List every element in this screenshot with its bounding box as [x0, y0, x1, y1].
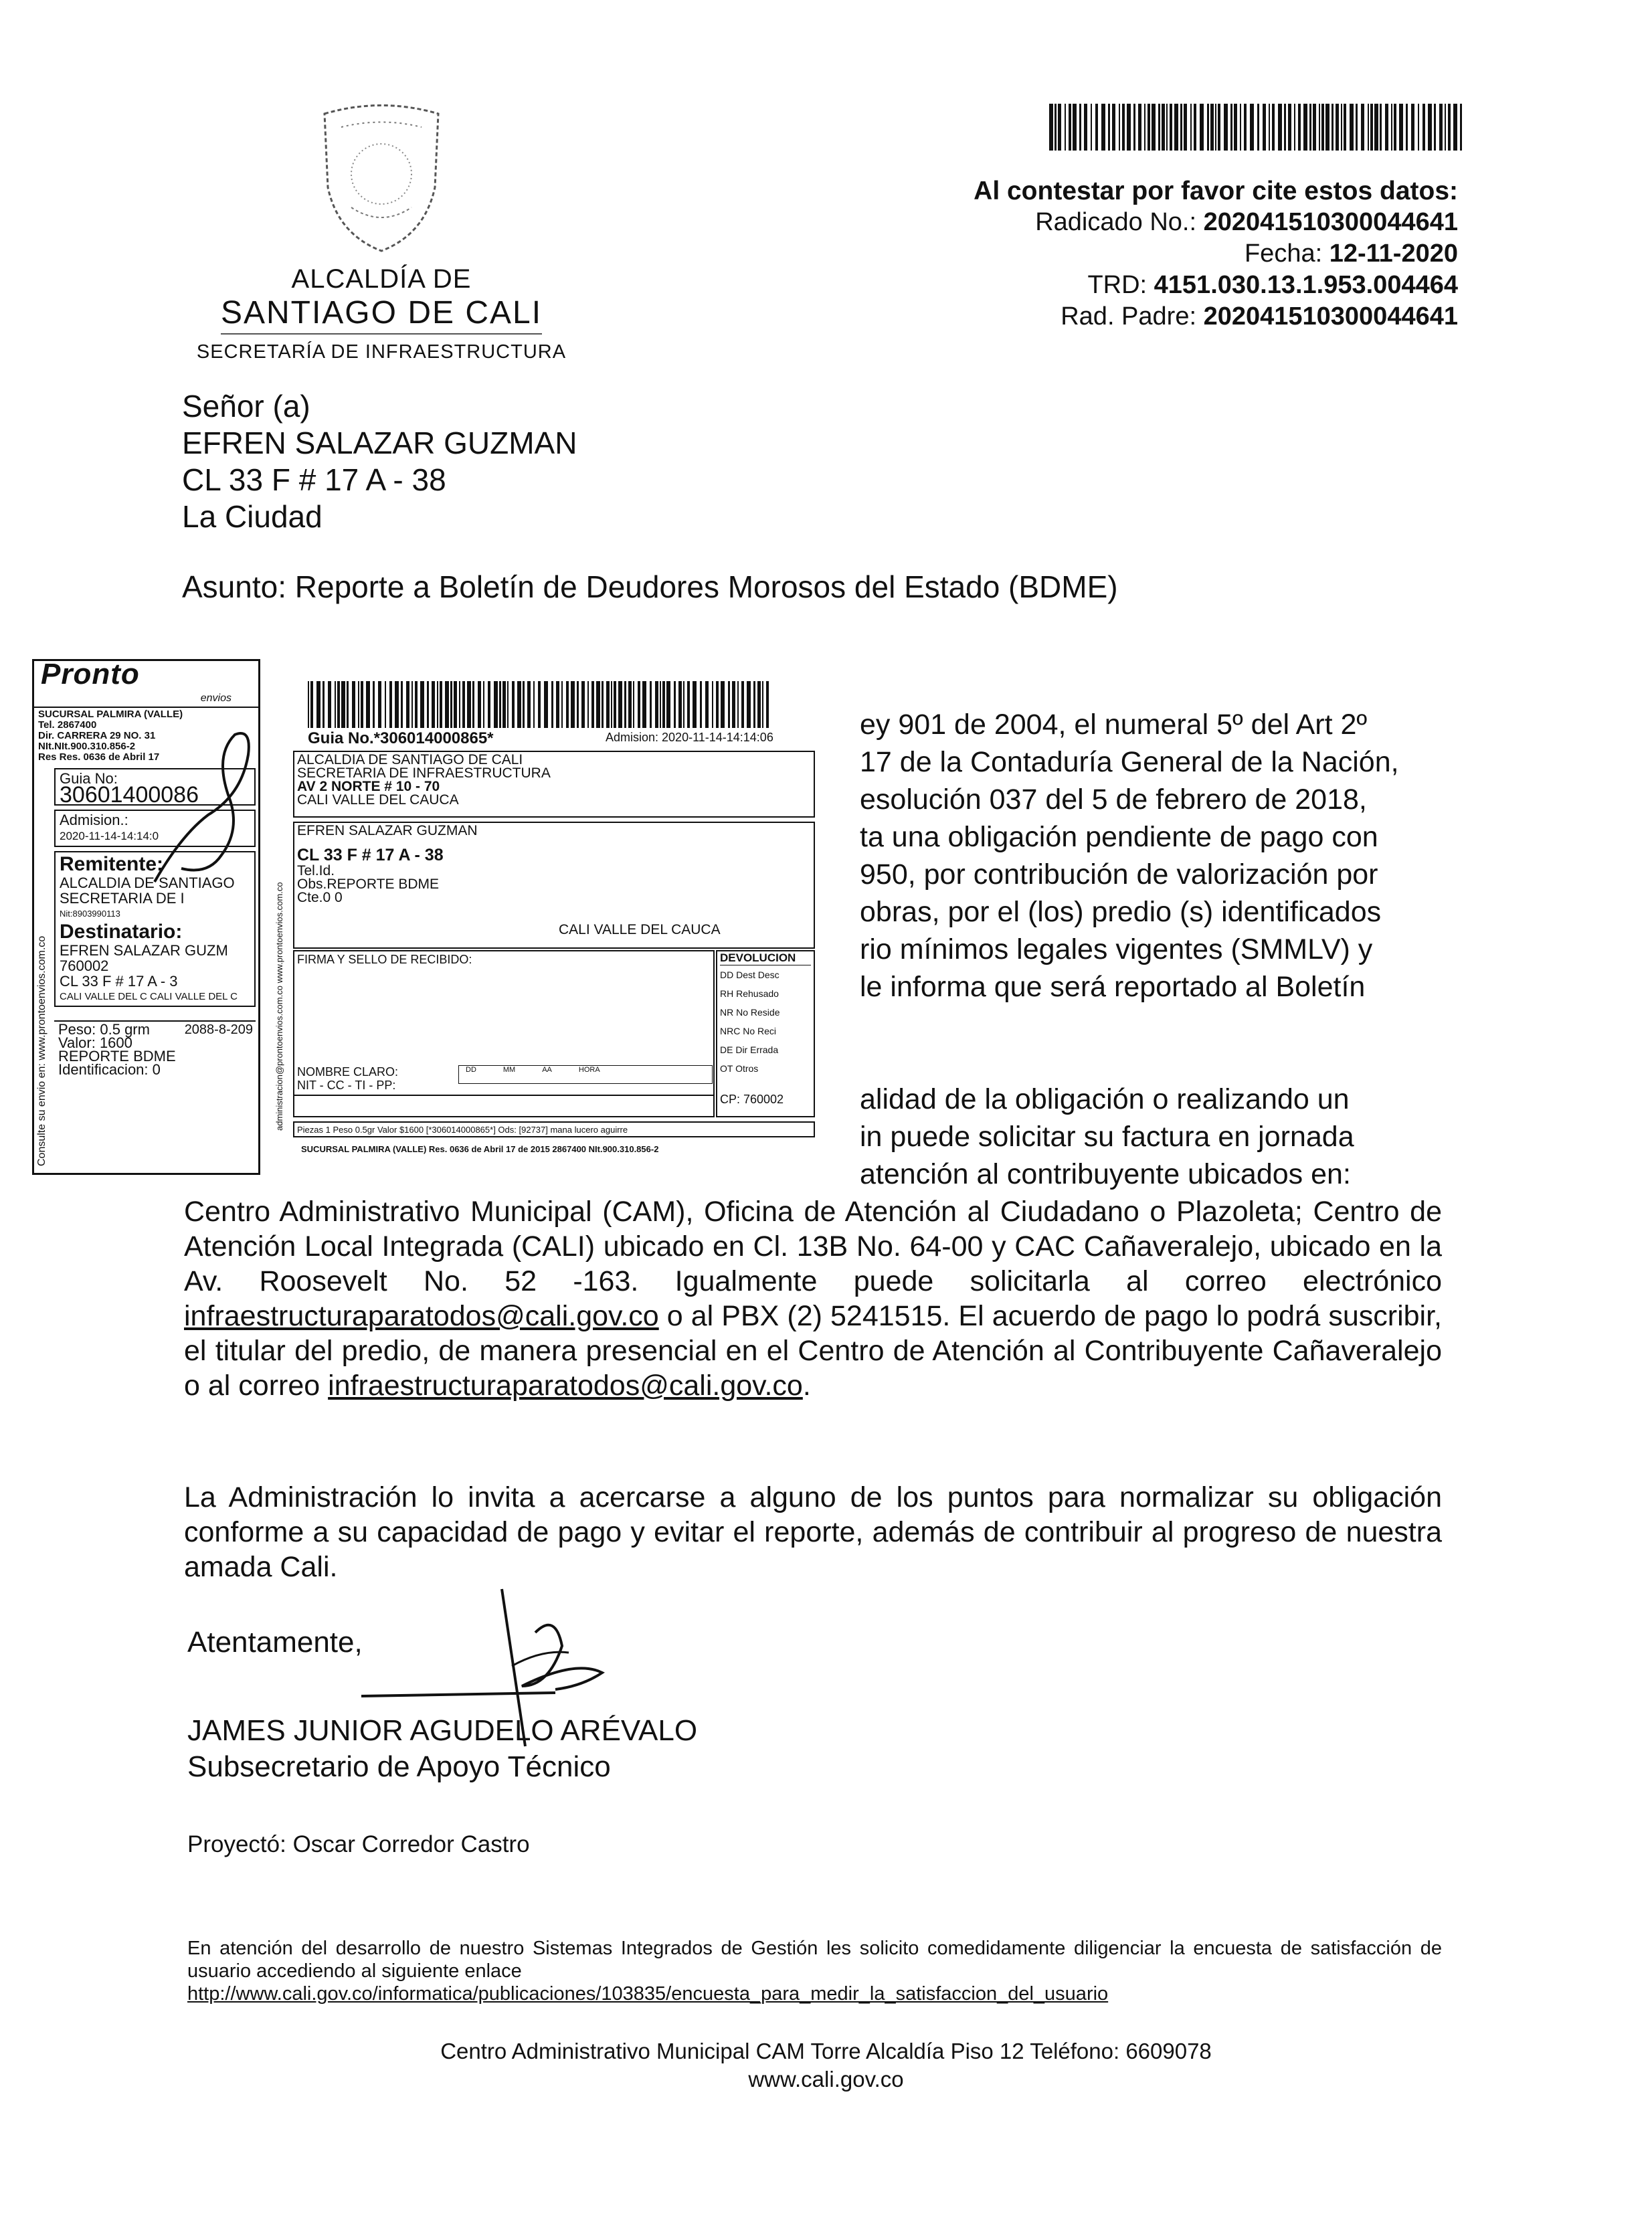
trd-value: 4151.030.13.1.953.004464: [1154, 271, 1458, 299]
barcode-bar: [488, 681, 490, 728]
barcode-bar: [618, 681, 622, 728]
barcode-bar: [666, 681, 670, 728]
barcode-bar: [1079, 104, 1081, 151]
barcode-bar: [766, 681, 769, 728]
barcode-bar: [1144, 104, 1145, 151]
fecha-value: 12-11-2020: [1329, 240, 1458, 268]
barcode-bar: [700, 681, 702, 728]
barcode-bar: [494, 681, 498, 728]
barcode-bar: [1294, 104, 1295, 151]
barcode-bar: [1127, 104, 1131, 151]
barcode-bar: [1073, 104, 1077, 151]
barcode-bar: [732, 681, 735, 728]
return-option: NR No Reside: [720, 1007, 780, 1018]
radicado-line: Radicado No.: 202041510300044641: [1035, 208, 1458, 236]
barcode-bar: [1194, 104, 1196, 151]
label-admision: Admision: 2020-11-14-14:14:06: [606, 731, 773, 744]
barcode-bar: [1399, 104, 1403, 151]
barcode-bar: [1240, 104, 1241, 151]
stub-side-text: Consulte su envio en: www.prontoenvios.com.co: [36, 935, 48, 1166]
barcode-bar: [462, 681, 465, 728]
barcode-bar: [427, 681, 429, 728]
barcode-bar: [602, 681, 604, 728]
partial-line: 17 de la Contaduría General de la Nación,: [860, 746, 1399, 778]
partial-line: in puede solicitar su factura en jornada: [860, 1121, 1354, 1153]
barcode-bar: [335, 681, 336, 728]
label-sender-box: ALCALDIA DE SANTIAGO DE CALI SECRETARIA DE INFRAESTRUCTURA AV 2 NORTE # 10 - 70 CALI VALLE DEL CAUCA: [293, 751, 815, 818]
label-divider: [294, 1095, 713, 1096]
barcode-bar: [611, 681, 612, 728]
admision-box: Admision.: 2020-11-14-14:14:0: [54, 810, 256, 847]
barcode-bar: [747, 681, 751, 728]
barcode-bar: [1341, 104, 1342, 151]
rad-padre-value: 202041510300044641: [1203, 302, 1458, 331]
partial-line: ta una obligación pendiente de pago con: [860, 821, 1378, 853]
barcode-bar: [1091, 104, 1092, 151]
barcode-bar: [1350, 104, 1354, 151]
partial-line: alidad de la obligación o realizando un: [860, 1083, 1350, 1115]
partial-line: 950, por contribución de valorización por: [860, 858, 1378, 891]
barcode-bar: [1138, 104, 1141, 151]
radicado-value: 202041510300044641: [1203, 208, 1458, 236]
barcode-bar: [1101, 104, 1105, 151]
label-signature-box: FIRMA Y SELLO DE RECIBIDO: NOMBRE CLARO: NIT - CC - TI - PP: DD MM AA HORA: [293, 950, 715, 1117]
barcode-bar: [614, 681, 616, 728]
barcode-bar: [478, 681, 481, 728]
signer-title: Subsecretario de Apoyo Técnico: [187, 1750, 611, 1783]
barcode-bar: [705, 681, 709, 728]
fecha-line: Fecha: 12-11-2020: [1244, 240, 1458, 268]
paragraph-payment-points: Centro Administrativo Municipal (CAM), Oficina de Atención al Ciudadano o Plazoleta; Centro de Atención Local Integrada (CALI) ubicado en Cl. 13B No. 64-00 y CAC Cañaveralejo, ubicado en la Av. Roosevelt No. 52 -163. Igualmente puede solicitarla al correo electrónico infraestructuraparatodos@cali.gov.co o al PBX (2) 5241515. El acuerdo de pago lo podrá suscribir, el titular del predio, de manera presencial en el Centro de Atención al Contribuyente Cañaveralejo o al correo infraestructuraparatodos@cali.gov.co.: [184, 1196, 1442, 1402]
page-footer: Centro Administrativo Municipal CAM Torre Alcaldía Piso 12 Teléfono: 6609078 www.cali.gov.co: [440, 2039, 1212, 2092]
barcode-bar: [1244, 104, 1247, 151]
barcode-bar: [1284, 104, 1286, 151]
barcode-bar: [660, 681, 661, 728]
barcode-bar: [1148, 104, 1150, 151]
barcode-bar: [378, 681, 381, 728]
barcode-bar: [1272, 104, 1275, 151]
city-crest-logo: [311, 100, 452, 254]
barcode-bar: [638, 681, 640, 728]
barcode-bar: [624, 681, 626, 728]
barcode-bar: [1422, 104, 1425, 151]
barcode-bar: [712, 681, 713, 728]
barcode-bar: [1263, 104, 1266, 151]
barcode-bar: [437, 681, 438, 728]
email-link-2[interactable]: infraestructuraparatodos@cali.gov.co: [328, 1370, 803, 1402]
paragraph-invitation: La Administración lo invita a acercarse a alguno de los puntos para normalizar su obligación conforme a su capacidad de pago y evitar el reporte, además de contribuir al progreso de nuestra amada Cali.: [184, 1481, 1442, 1583]
signer-name: JAMES JUNIOR AGUDELO ARÉVALO: [187, 1714, 698, 1747]
barcode-bar: [1288, 104, 1291, 151]
barcode-bar: [358, 681, 359, 728]
barcode-bar: [1065, 104, 1066, 151]
courier-logo: Pronto envios: [34, 661, 258, 708]
barcode-bar: [1250, 104, 1254, 151]
barcode-bar: [337, 681, 340, 728]
barcode-bar: [1391, 104, 1392, 151]
barcode-bar: [741, 681, 744, 728]
rad-padre-line: Rad. Padre: 202041510300044641: [1061, 302, 1458, 331]
barcode-bar: [561, 681, 563, 728]
barcode-bar: [1380, 104, 1382, 151]
barcode-bar: [467, 681, 471, 728]
barcode-bar: [406, 681, 409, 728]
barcode-bar: [512, 681, 515, 728]
barcode-bar: [1394, 104, 1396, 151]
label-pieces-line: Piezas 1 Peso 0.5gr Valor $1600 [*306014000865*] Ods: [92737] mana lucero aguirre: [293, 1121, 815, 1137]
guia-barcode: [308, 681, 769, 728]
remitente-box: Remitente: ALCALDIA DE SANTIAGO SECRETARIA DE I Nit:8903990113 Destinatario: EFREN SALAZAR GUZM 760002 CL 33 F # 17 A - 3 CALI VALLE DEL C CALI VALLE DEL C: [54, 851, 256, 1007]
recipient-name: EFREN SALAZAR GUZMAN: [182, 426, 577, 460]
label-side-text: administracion@prontoenvios.com.co www.prontoenvios.com.co: [274, 882, 284, 1131]
barcode-bar: [683, 681, 684, 728]
barcode-bar: [1460, 104, 1462, 151]
barcode-bar: [1108, 104, 1110, 151]
partial-paragraph: [860, 706, 1442, 1193]
barcode-bar: [1418, 104, 1419, 151]
barcode-bar: [716, 681, 719, 728]
barcode-bar: [1385, 104, 1388, 151]
barcode-bar: [1190, 104, 1192, 151]
barcode-bar: [1234, 104, 1237, 151]
barcode-bar: [1336, 104, 1339, 151]
barcode-bar: [655, 681, 658, 728]
barcode-bar: [1180, 104, 1182, 151]
barcode-bar: [1370, 104, 1373, 151]
barcode-bar: [1428, 104, 1432, 151]
barcode-bar: [328, 681, 331, 728]
subject-line: Asunto: Reporte a Boletín de Deudores Morosos del Estado (BDME): [182, 569, 1118, 604]
barcode-bar: [1434, 104, 1436, 151]
barcode-bar: [728, 681, 730, 728]
barcode-bar: [1054, 104, 1057, 151]
barcode-bar: [1084, 104, 1087, 151]
barcode-bar: [1269, 104, 1270, 151]
citation-block: [856, 175, 1458, 333]
barcode-bar: [538, 681, 541, 728]
barcode-bar: [1122, 104, 1125, 151]
partial-line: ey 901 de 2004, el numeral 5º del Art 2º: [860, 709, 1368, 741]
barcode-bar: [1448, 104, 1451, 151]
barcode-bar: [633, 681, 634, 728]
org-line-1: ALCALDÍA DE: [291, 264, 472, 294]
barcode-bar: [762, 681, 763, 728]
cite-heading: Al contestar por favor cite estos datos:: [974, 177, 1458, 205]
barcode-bar: [502, 681, 506, 728]
barcode-bar: [1445, 104, 1446, 151]
barcode-bar: [1218, 104, 1220, 151]
label-return-box: DEVOLUCION DD Dest Desc RH Rehusado NR No Reside NRC No Reci DE Dir Errada OT Otros CP: 760002: [716, 950, 815, 1117]
return-option: DD Dest Desc: [720, 969, 779, 980]
partial-line: rio mínimos legales vigentes (SMMLV) y: [860, 933, 1373, 965]
barcode-bar: [1119, 104, 1120, 151]
return-option: OT Otros: [720, 1063, 759, 1074]
courier-envelope-stub: [32, 659, 260, 1175]
barcode-bar: [1230, 104, 1232, 151]
barcode-bar: [1069, 104, 1071, 151]
barcode-bar: [1200, 104, 1204, 151]
barcode-bar: [596, 681, 600, 728]
barcode-bar: [1174, 104, 1178, 151]
barcode-bar: [523, 681, 525, 728]
label-date-fields: DD MM AA HORA: [458, 1065, 713, 1084]
barcode-bar: [395, 681, 399, 728]
barcode-bar: [1224, 104, 1228, 151]
barcode-bar: [1210, 104, 1214, 151]
barcode-bar: [591, 681, 594, 728]
barcode-bar: [1278, 104, 1282, 151]
partial-line: le informa que será reportado al Boletín: [860, 971, 1366, 1003]
org-divider: [221, 333, 542, 335]
barcode-bar: [628, 681, 632, 728]
barcode-bar: [507, 681, 509, 728]
barcode-bar: [385, 681, 386, 728]
barcode-bar: [316, 681, 320, 728]
barcode-bar: [1133, 104, 1135, 151]
barcode-bar: [577, 681, 579, 728]
barcode-bar: [1152, 104, 1156, 151]
guia-box: Guia No: 30601400086: [54, 768, 256, 806]
barcode-bar: [1112, 104, 1115, 151]
barcode-bar: [1049, 104, 1053, 151]
barcode-bar: [566, 681, 569, 728]
org-line-2: SANTIAGO DE CALI: [220, 295, 543, 331]
barcode-bar: [737, 681, 739, 728]
barcode-bar: [1166, 104, 1168, 151]
barcode-bar: [1095, 104, 1098, 151]
courier-shipping-label: [274, 676, 830, 1171]
barcode-bar: [389, 681, 392, 728]
barcode-bar: [1361, 104, 1364, 151]
barcode-bar: [544, 681, 548, 728]
barcode-bar: [323, 681, 325, 728]
barcode-bar: [1298, 104, 1301, 151]
barcode-bar: [1439, 104, 1443, 151]
barcode-bar: [1162, 104, 1165, 151]
barcode-bar: [678, 681, 682, 728]
survey-note: En atención del desarrollo de nuestro Sistemas Integrados de Gestión les solicito comedidamente diligenciar la encuesta de satisfacción de usuario accediendo al siguiente enlace http://www.cali.gov.co/informatica/publicaciones/103835/encuesta_para_medir_la_satisfaccion_del_usuario: [187, 1938, 1442, 2005]
barcode-bar: [551, 681, 553, 728]
barcode-bar: [556, 681, 559, 728]
barcode-bar: [352, 681, 355, 728]
barcode-bar: [459, 681, 460, 728]
partial-gap: [860, 1006, 1442, 1081]
barcode-bar: [1303, 104, 1307, 151]
barcode-bar: [1356, 104, 1358, 151]
partial-line: esolución 037 del 5 de febrero de 2018,: [860, 783, 1367, 816]
barcode-bar: [674, 681, 676, 728]
recipient-address: CL 33 F # 17 A - 38: [182, 462, 446, 497]
label-guia: Guia No.*306014000865*: [308, 729, 494, 747]
barcode-bar: [415, 681, 418, 728]
barcode-bar: [753, 681, 755, 728]
projected-by: Proyectó: Oscar Corredor Castro: [187, 1831, 530, 1857]
barcode-bar: [517, 681, 521, 728]
barcode-bar: [606, 681, 610, 728]
partial-line: obras, por el (los) predio (s) identificados: [860, 896, 1382, 928]
trd-line: TRD: 4151.030.13.1.953.004464: [1087, 271, 1458, 299]
barcode-bar: [527, 681, 531, 728]
label-bottom-line: SUCURSAL PALMIRA (VALLE) Res. 0636 de Abril 17 de 2015 2867400 NIt.900.310.856-2: [301, 1144, 659, 1154]
recipient-block: [182, 388, 577, 535]
branch-info: SUCURSAL PALMIRA (VALLE) Tel. 2867400 Dir. CARRERA 29 NO. 31 NIt.NIt.900.310.856-2 Res Res. 0636 de Abril 17: [38, 709, 183, 763]
barcode-bar: [650, 681, 652, 728]
barcode-bar: [687, 681, 690, 728]
barcode-bar: [1325, 104, 1329, 151]
radicado-barcode: [1049, 104, 1464, 151]
barcode-bar: [1332, 104, 1334, 151]
barcode-bar: [581, 681, 585, 728]
salutation: Señor (a): [182, 389, 310, 424]
barcode-bar: [1058, 104, 1061, 151]
barcode-bar: [366, 681, 370, 728]
barcode-bar: [693, 681, 697, 728]
barcode-bar: [445, 681, 449, 728]
barcode-bar: [347, 681, 349, 728]
survey-link[interactable]: http://www.cali.gov.co/informatica/publicaciones/103835/encuesta_para_medir_la_satisfaccion_del_usuario: [187, 1983, 1109, 2005]
signature-block: [187, 1713, 697, 1785]
barcode-bar: [1453, 104, 1457, 151]
barcode-bar: [571, 681, 575, 728]
barcode-bar: [1344, 104, 1346, 151]
return-option: NRC No Reci: [720, 1026, 777, 1036]
barcode-bar: [1170, 104, 1172, 151]
email-link[interactable]: infraestructuraparatodos@cali.gov.co: [184, 1300, 659, 1332]
barcode-bar: [450, 681, 452, 728]
barcode-bar: [361, 681, 363, 728]
barcode-bar: [472, 681, 474, 728]
barcode-bar: [1158, 104, 1160, 151]
barcode-bar: [533, 681, 535, 728]
barcode-bar: [587, 681, 589, 728]
barcode-bar: [373, 681, 375, 728]
barcode-bar: [1207, 104, 1209, 151]
barcode-bar: [1319, 104, 1320, 151]
barcode-bar: [1309, 104, 1311, 151]
barcode-bar: [1257, 104, 1259, 151]
guia-number: 30601400086: [60, 782, 199, 808]
barcode-bar: [1368, 104, 1369, 151]
barcode-bar: [310, 681, 313, 728]
barcode-bar: [483, 681, 484, 728]
barcode-bar: [411, 681, 413, 728]
barcode-bar: [1411, 104, 1414, 151]
shipment-details: Peso: 0.5 grm Valor: 1600 REPORTE BDME Identificacion: 0 2088-8-209: [54, 1020, 256, 1078]
barcode-bar: [499, 681, 501, 728]
label-recipient-box: EFREN SALAZAR GUZMAN CL 33 F # 17 A - 38 Tel.Id. Obs.REPORTE BDME Cte.0 0 CALI VALLE DEL CAUCA: [293, 822, 815, 949]
barcode-bar: [1321, 104, 1324, 151]
recipient-city: La Ciudad: [182, 499, 323, 534]
barcode-bar: [1184, 104, 1187, 151]
barcode-bar: [662, 681, 665, 728]
valediction: Atentamente,: [187, 1626, 363, 1659]
barcode-bar: [440, 681, 442, 728]
handwritten-scribble: [141, 715, 262, 889]
barcode-bar: [341, 681, 345, 728]
barcode-bar: [432, 681, 435, 728]
barcode-bar: [1313, 104, 1316, 151]
barcode-bar: [1374, 104, 1378, 151]
barcode-bar: [1215, 104, 1216, 151]
barcode-bar: [420, 681, 424, 728]
partial-line: atención al contribuyente ubicados en:: [860, 1158, 1351, 1190]
return-option: RH Rehusado: [720, 988, 779, 999]
barcode-bar: [757, 681, 761, 728]
org-line-3: SECRETARÍA DE INFRAESTRUCTURA: [196, 341, 567, 363]
barcode-bar: [401, 681, 403, 728]
barcode-bar: [721, 681, 725, 728]
barcode-bar: [1406, 104, 1408, 151]
barcode-bar: [642, 681, 646, 728]
barcode-bar: [454, 681, 457, 728]
barcode-bar: [308, 681, 309, 728]
return-option: DE Dir Errada: [720, 1044, 779, 1055]
